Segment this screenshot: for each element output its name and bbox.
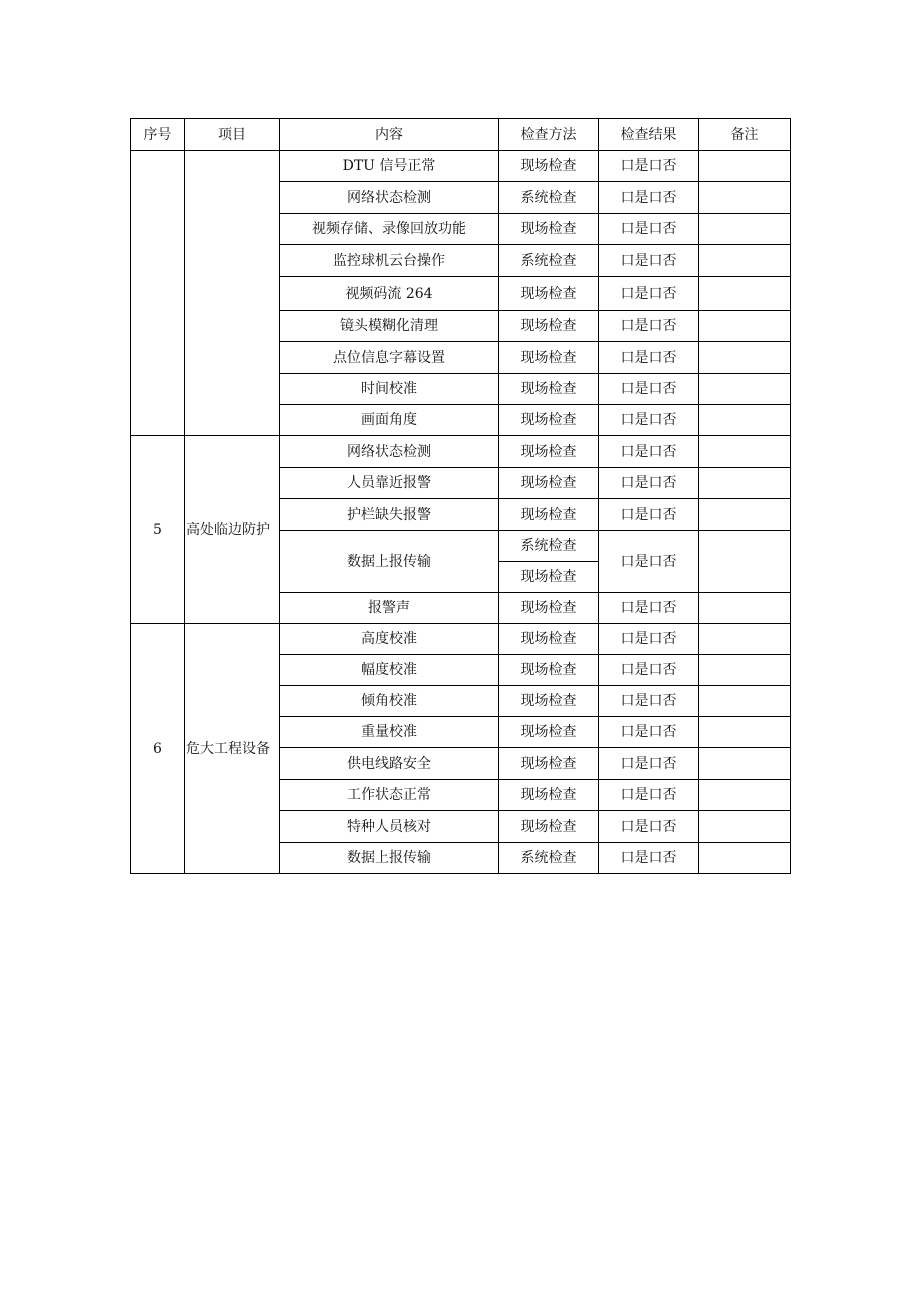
method-cell: 系统检查 (499, 182, 599, 214)
content-cell: 高度校准 (280, 624, 499, 655)
method-cell: 现场检查 (499, 655, 599, 686)
result-cell[interactable]: 口是口否 (599, 686, 699, 717)
remark-cell[interactable] (699, 436, 791, 468)
result-cell[interactable]: 口是口否 (599, 499, 699, 531)
remark-cell[interactable] (699, 686, 791, 717)
method-cell: 系统检查 (499, 531, 599, 562)
method-cell: 现场检查 (499, 686, 599, 717)
method-cell: 现场检查 (499, 342, 599, 374)
content-cell: 特种人员核对 (280, 811, 499, 843)
remark-cell[interactable] (699, 342, 791, 374)
method-cell: 现场检查 (499, 436, 599, 468)
project-cell: 高处临边防护 (185, 436, 280, 624)
content-cell: 人员靠近报警 (280, 468, 499, 499)
seq-cell (131, 151, 185, 436)
content-cell: 视频存储、录像回放功能 (280, 214, 499, 245)
method-cell: 现场检查 (499, 311, 599, 342)
content-cell: 报警声 (280, 593, 499, 624)
content-cell: DTU 信号正常 (280, 151, 499, 182)
remark-cell[interactable] (699, 311, 791, 342)
result-cell[interactable]: 口是口否 (599, 436, 699, 468)
result-cell[interactable]: 口是口否 (599, 468, 699, 499)
remark-cell[interactable] (699, 214, 791, 245)
remark-cell[interactable] (699, 748, 791, 780)
method-cell: 系统检查 (499, 843, 599, 874)
result-cell[interactable]: 口是口否 (599, 655, 699, 686)
method-cell: 现场检查 (499, 468, 599, 499)
remark-cell[interactable] (699, 531, 791, 593)
method-cell: 现场检查 (499, 593, 599, 624)
method-cell: 现场检查 (499, 499, 599, 531)
header-row (131, 119, 791, 151)
remark-cell[interactable] (699, 277, 791, 311)
header-content: 内容 (280, 119, 499, 151)
result-cell[interactable]: 口是口否 (599, 214, 699, 245)
result-cell[interactable]: 口是口否 (599, 405, 699, 436)
method-cell: 系统检查 (499, 245, 599, 277)
result-cell[interactable]: 口是口否 (599, 277, 699, 311)
result-cell[interactable]: 口是口否 (599, 342, 699, 374)
method-cell: 现场检查 (499, 811, 599, 843)
remark-cell[interactable] (699, 780, 791, 811)
remark-cell[interactable] (699, 655, 791, 686)
content-cell: 镜头模糊化清理 (280, 311, 499, 342)
remark-cell[interactable] (699, 624, 791, 655)
seq-cell: 6 (131, 624, 185, 874)
remark-cell[interactable] (699, 405, 791, 436)
header-remark: 备注 (699, 119, 791, 151)
header-result: 检查结果 (599, 119, 699, 151)
content-cell: 网络状态检测 (280, 182, 499, 214)
result-cell[interactable]: 口是口否 (599, 151, 699, 182)
method-cell: 现场检查 (499, 277, 599, 311)
table-row (131, 624, 791, 655)
method-cell: 现场检查 (499, 624, 599, 655)
content-cell: 重量校准 (280, 717, 499, 748)
project-cell (185, 151, 280, 436)
header-seq: 序号 (131, 119, 185, 151)
remark-cell[interactable] (699, 182, 791, 214)
result-cell[interactable]: 口是口否 (599, 811, 699, 843)
result-cell[interactable]: 口是口否 (599, 780, 699, 811)
remark-cell[interactable] (699, 468, 791, 499)
content-cell: 画面角度 (280, 405, 499, 436)
method-cell: 现场检查 (499, 748, 599, 780)
result-cell[interactable]: 口是口否 (599, 311, 699, 342)
result-cell[interactable]: 口是口否 (599, 182, 699, 214)
result-cell[interactable]: 口是口否 (599, 624, 699, 655)
header-method: 检查方法 (499, 119, 599, 151)
remark-cell[interactable] (699, 499, 791, 531)
method-cell: 现场检查 (499, 717, 599, 748)
result-cell[interactable]: 口是口否 (599, 748, 699, 780)
remark-cell[interactable] (699, 593, 791, 624)
content-cell: 视频码流 264 (280, 277, 499, 311)
result-cell[interactable]: 口是口否 (599, 374, 699, 405)
content-cell: 护栏缺失报警 (280, 499, 499, 531)
remark-cell[interactable] (699, 151, 791, 182)
remark-cell[interactable] (699, 717, 791, 748)
project-cell: 危大工程设备 (185, 624, 280, 874)
method-cell: 现场检查 (499, 214, 599, 245)
remark-cell[interactable] (699, 374, 791, 405)
content-cell: 时间校准 (280, 374, 499, 405)
content-cell: 网络状态检测 (280, 436, 499, 468)
content-cell: 数据上报传输 (280, 843, 499, 874)
result-cell[interactable]: 口是口否 (599, 717, 699, 748)
method-cell: 现场检查 (499, 562, 599, 593)
remark-cell[interactable] (699, 811, 791, 843)
inspection-table (130, 118, 791, 874)
content-cell: 数据上报传输 (280, 531, 499, 593)
remark-cell[interactable] (699, 245, 791, 277)
content-cell: 倾角校准 (280, 686, 499, 717)
table-row (131, 151, 791, 182)
content-cell: 点位信息字幕设置 (280, 342, 499, 374)
content-cell: 工作状态正常 (280, 780, 499, 811)
remark-cell[interactable] (699, 843, 791, 874)
result-cell[interactable]: 口是口否 (599, 593, 699, 624)
content-cell: 供电线路安全 (280, 748, 499, 780)
header-project: 项目 (185, 119, 280, 151)
seq-cell: 5 (131, 436, 185, 624)
content-cell: 幅度校准 (280, 655, 499, 686)
table-row (131, 436, 791, 468)
result-cell[interactable]: 口是口否 (599, 843, 699, 874)
content-cell: 监控球机云台操作 (280, 245, 499, 277)
result-cell[interactable]: 口是口否 (599, 531, 699, 593)
method-cell: 现场检查 (499, 780, 599, 811)
method-cell: 现场检查 (499, 405, 599, 436)
result-cell[interactable]: 口是口否 (599, 245, 699, 277)
method-cell: 现场检查 (499, 374, 599, 405)
method-cell: 现场检查 (499, 151, 599, 182)
